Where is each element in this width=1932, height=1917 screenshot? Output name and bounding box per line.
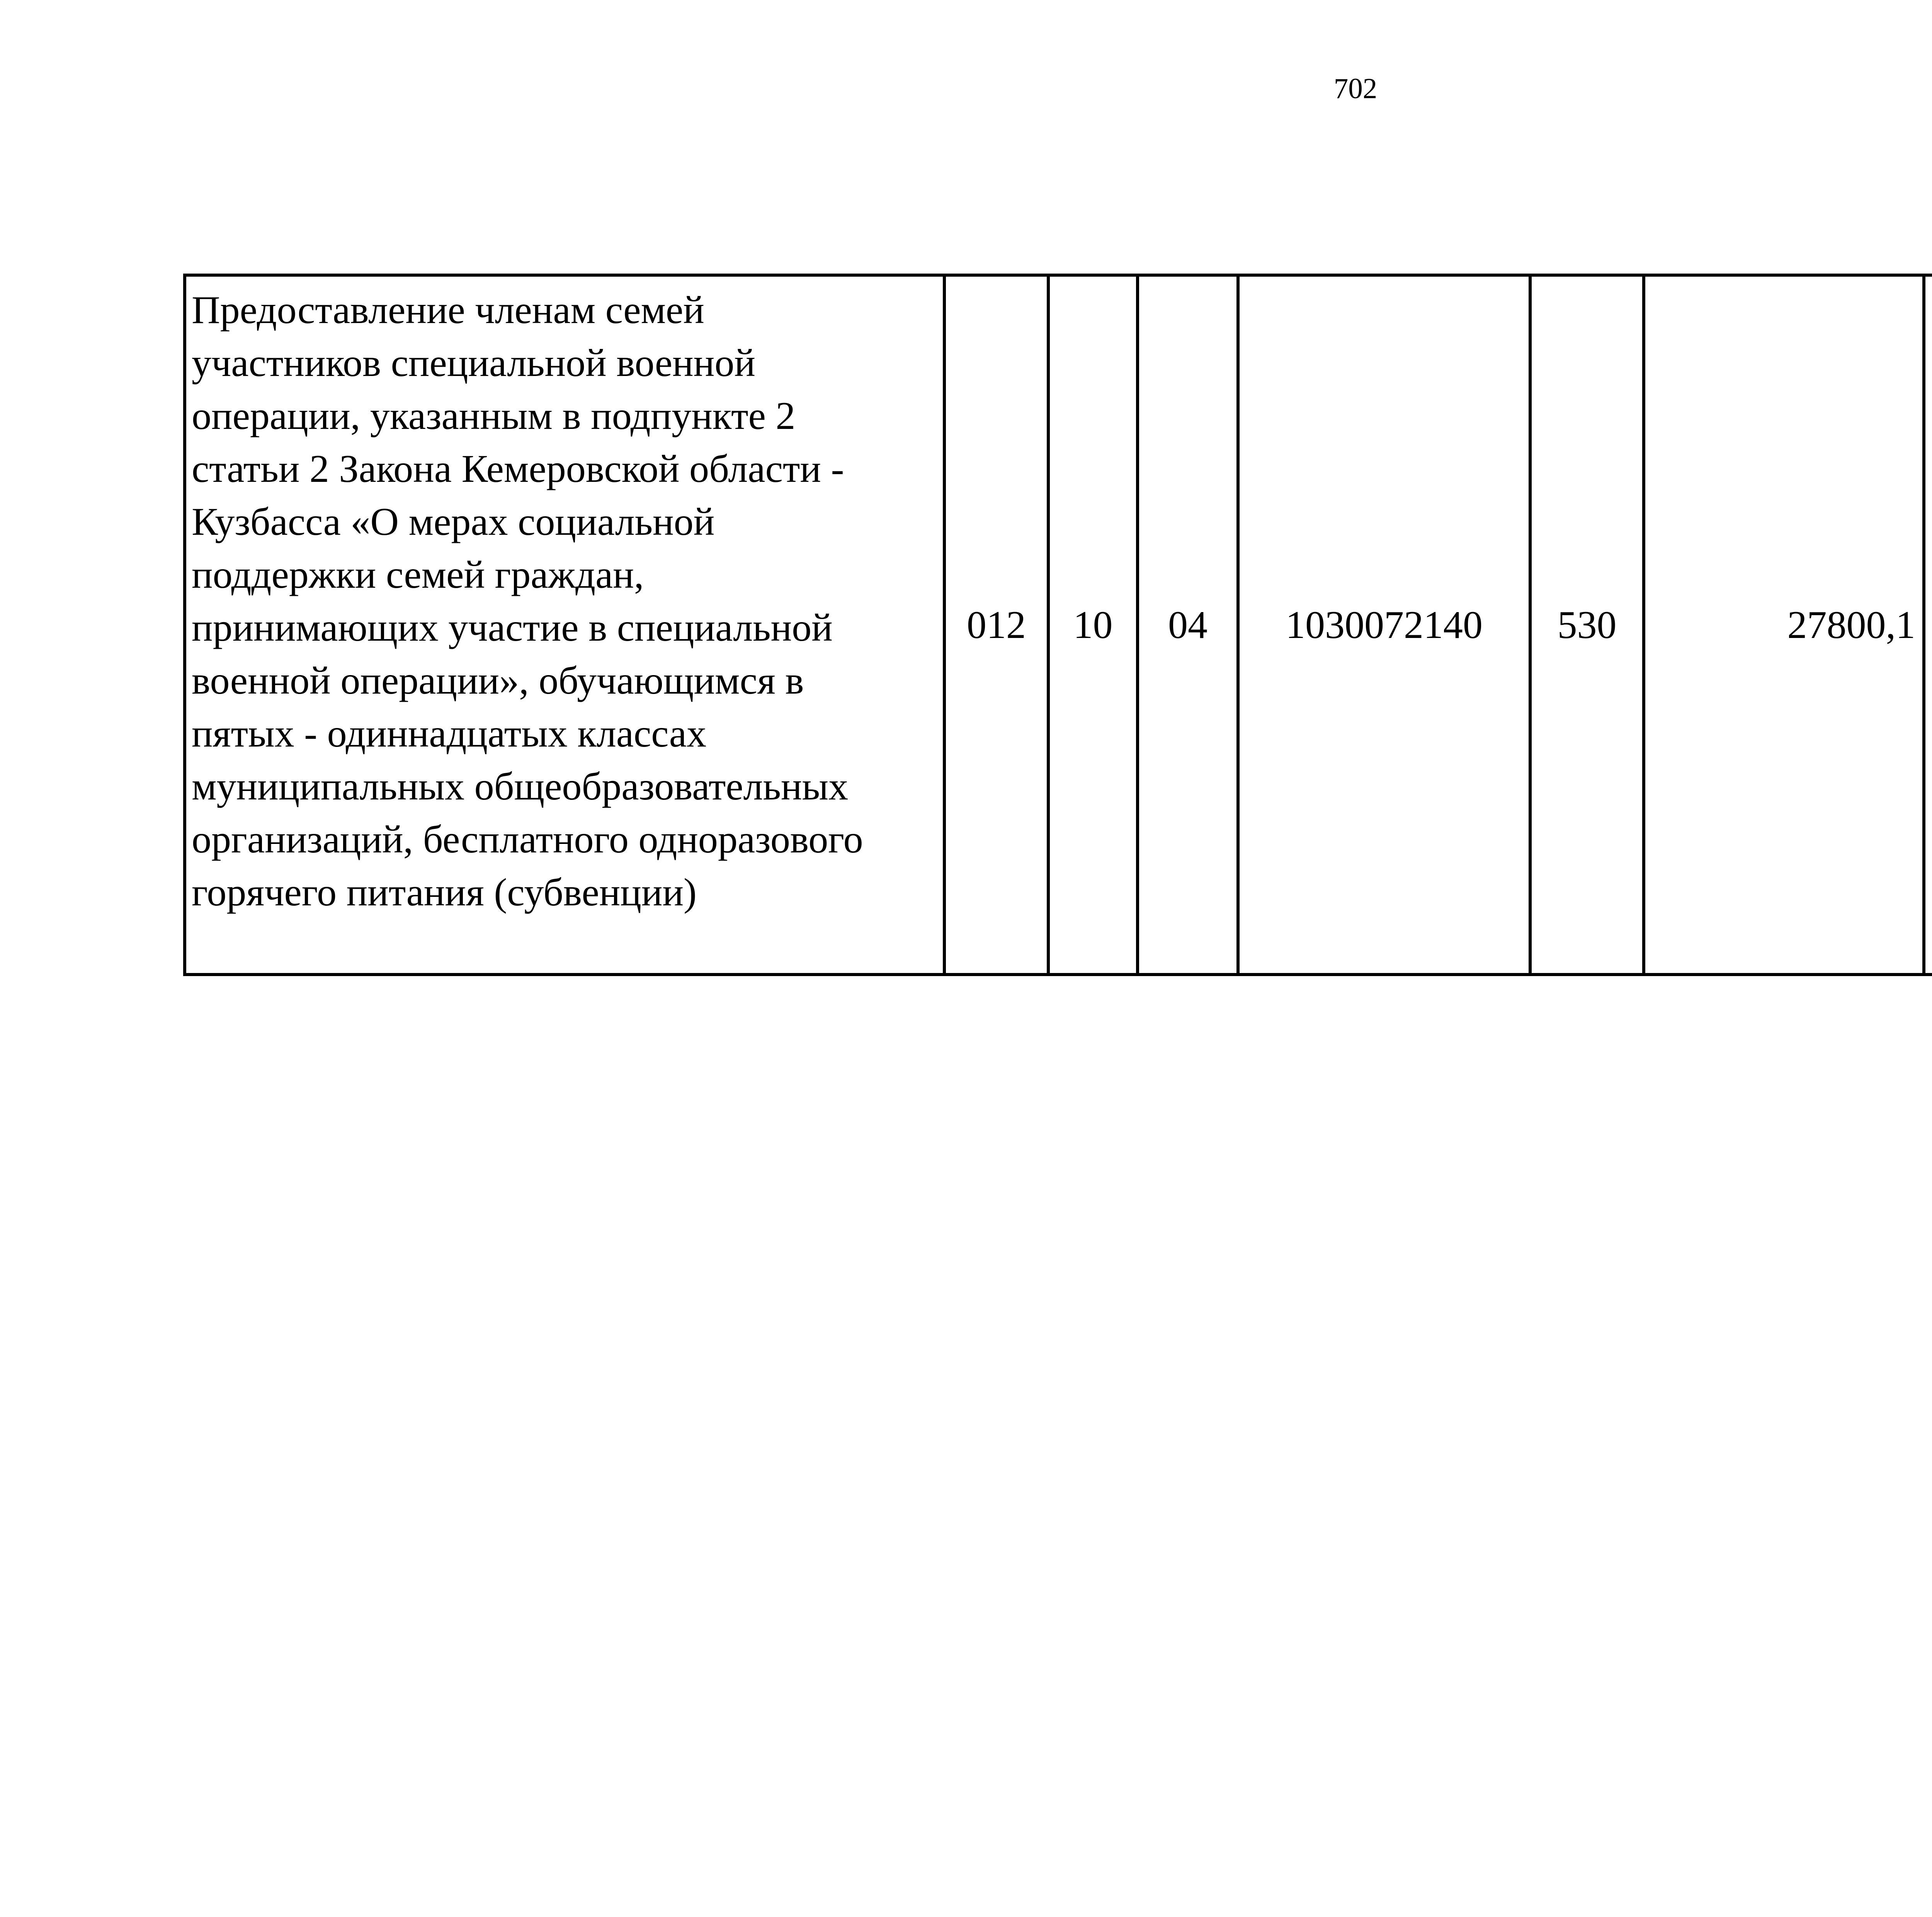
expense-name-line: военной операции», обучающимся в [192, 659, 804, 703]
subsection-cell: 04 [1138, 275, 1238, 975]
expense-name-line: операции, указанным в подпункте 2 [192, 394, 796, 438]
expense-name-line: принимающих участие в специальной [192, 606, 833, 650]
expense-name-line: организаций, бесплатного одноразового [192, 818, 863, 861]
expense-name-line: статьи 2 Закона Кемеровской области - [192, 447, 844, 491]
expense-name-cell [185, 275, 944, 975]
expense-name-line: горячего питания (субвенции) [192, 871, 697, 914]
expense-name-line: муниципальных общеобразовательных [192, 765, 849, 808]
ministry-code-cell: 012 [944, 275, 1048, 975]
expense-name-line: участников специальной военной [192, 341, 755, 385]
page-number: 702 [1333, 73, 1378, 105]
table-row [185, 275, 1932, 975]
expense-type-cell: 530 [1530, 275, 1644, 975]
amount-cell-1: 27800,1 [1644, 275, 1924, 975]
expense-name-line: пятых - одиннадцатых классах [192, 712, 707, 755]
amount-cell-2 [1924, 275, 1932, 975]
expense-name-line: поддержки семей граждан, [192, 553, 644, 597]
expense-name-line: Предоставление членам семей [192, 288, 704, 332]
section-cell: 10 [1048, 275, 1138, 975]
target-article-cell: 1030072140 [1238, 275, 1530, 975]
budget-table [183, 274, 1932, 976]
expense-name-line: Кузбасса «О мерах социальной [192, 500, 715, 544]
